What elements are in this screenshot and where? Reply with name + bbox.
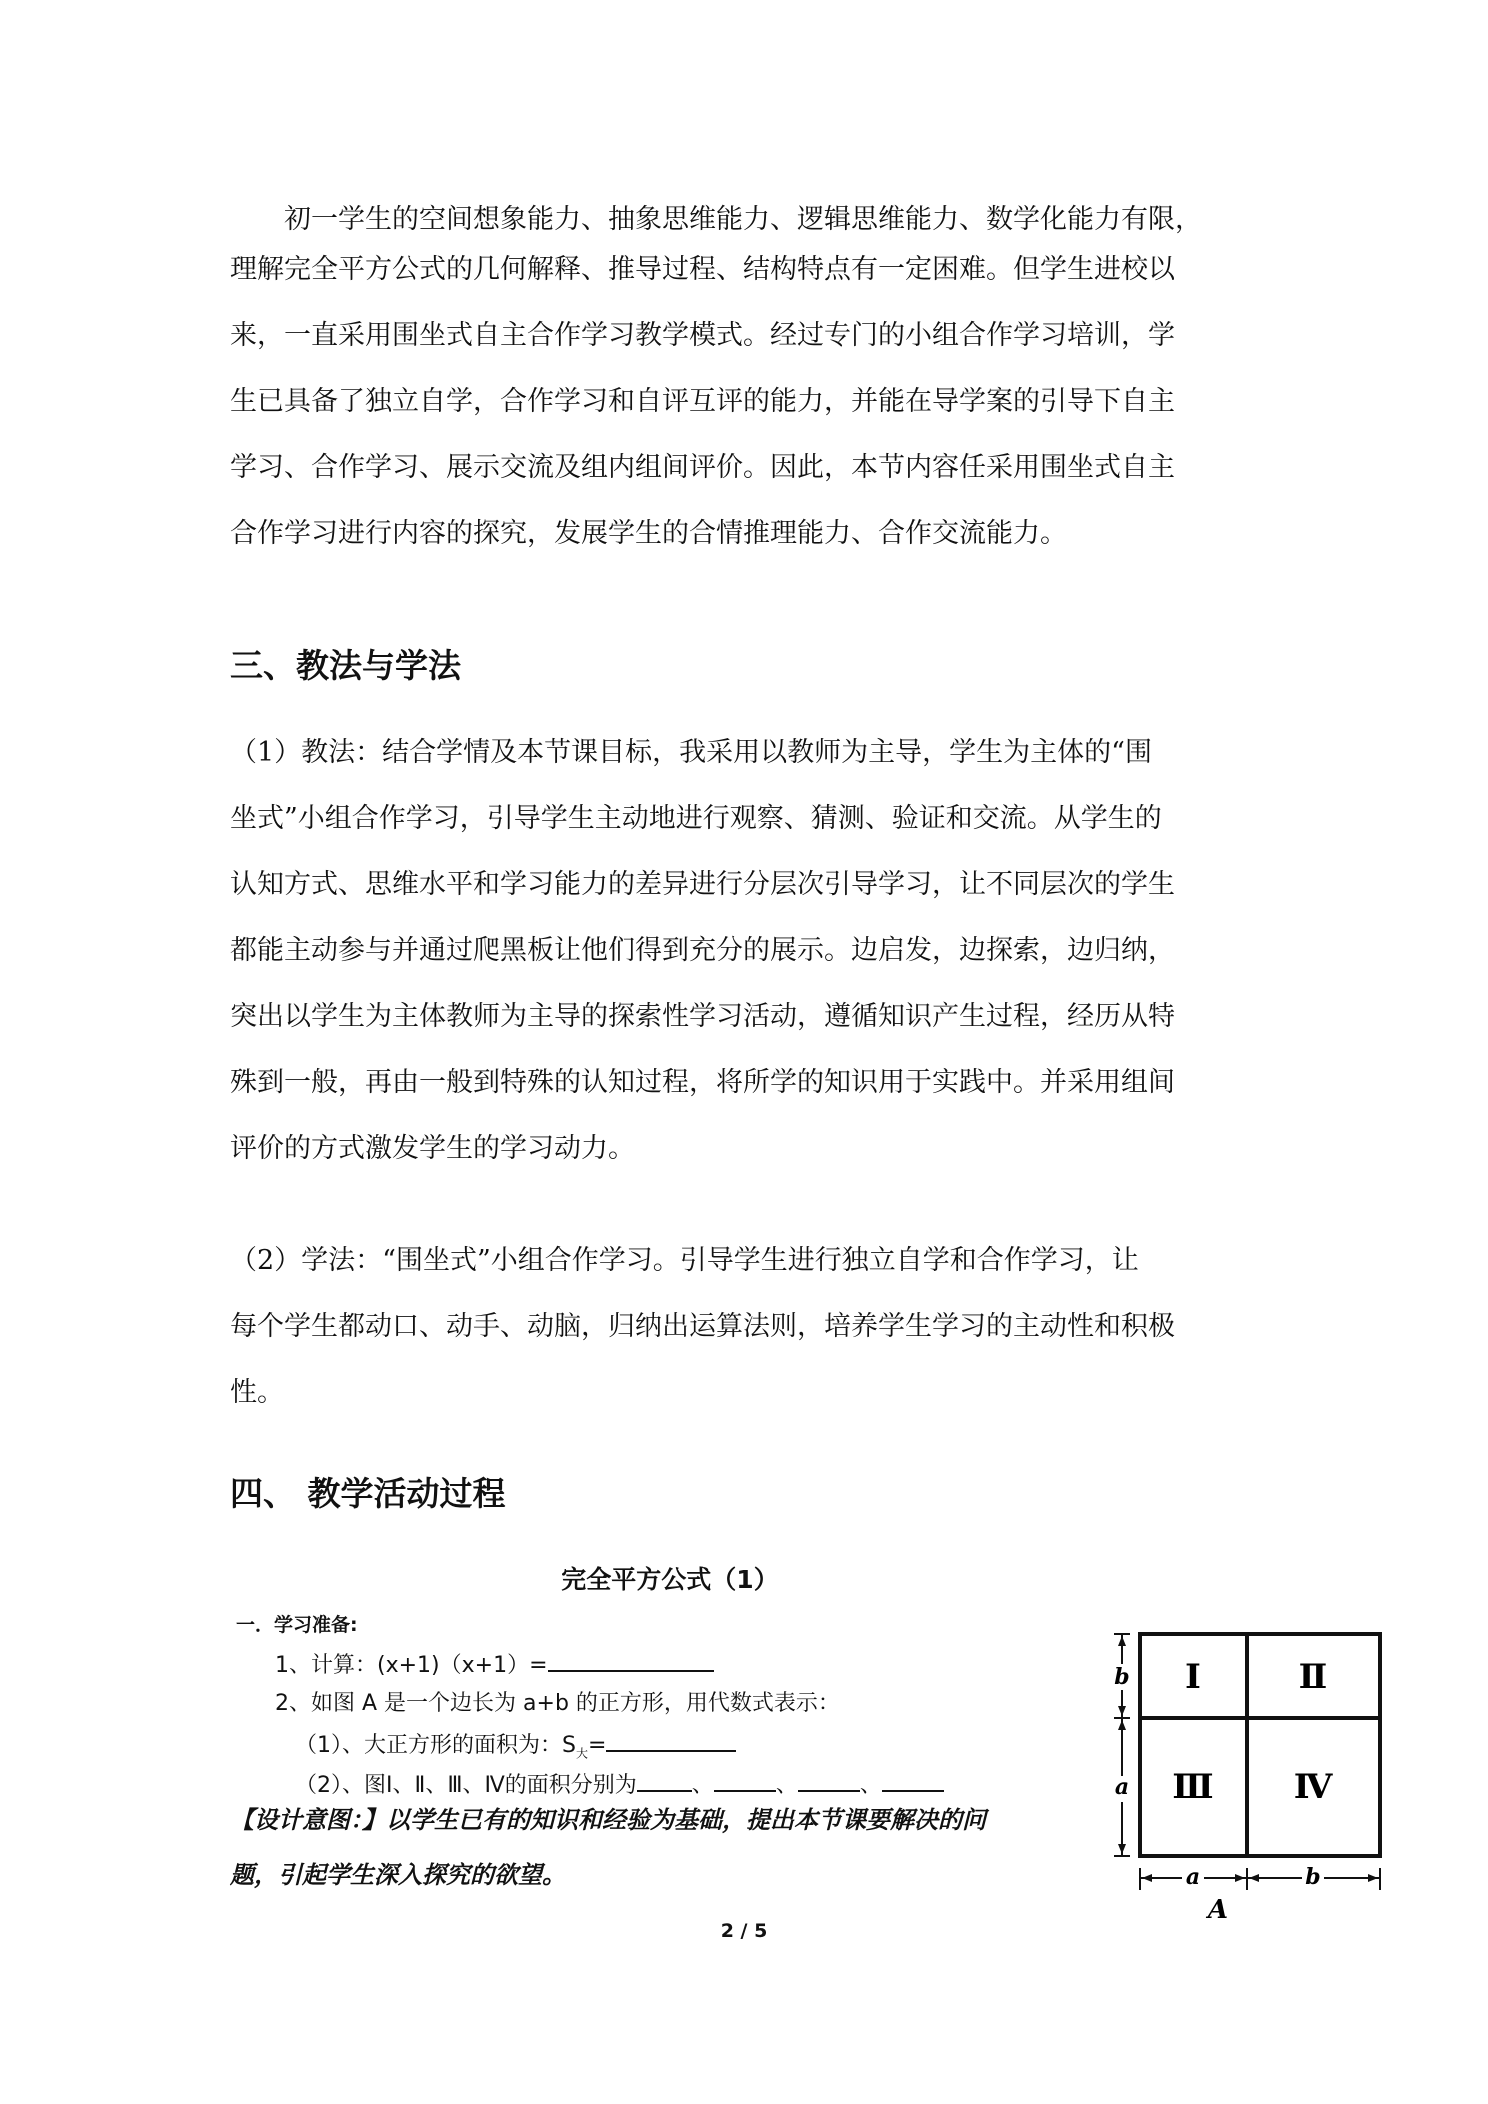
arrow-head [1142,1874,1152,1882]
subscript-label: 大 [575,1746,588,1761]
learning-line: 性。 [230,1377,284,1408]
question-2-2-text: （2）、图Ⅰ、Ⅱ、Ⅲ、Ⅳ的面积分别为 [295,1773,637,1798]
question-2-1 [295,1726,736,1761]
question-1-text: 1、计算：(x+1)（x+1）= [275,1653,548,1678]
teaching-line: 都能主动参与并通过爬黑板让他们得到充分的展示。边启发，边探索，边归纳， [230,935,1175,966]
teaching-line: 突出以学生为主体教师为主导的探索性学习活动，遵循知识产生过程，经历从特 [230,1001,1175,1032]
question-2: 2、如图 A 是一个边长为 a+b 的正方形，用代数式表示： [275,1691,840,1716]
square-diagram-figure [1110,1628,1390,1928]
arrow-head [1118,1706,1126,1716]
learning-line: 每个学生都动口、动手、动脑，归纳出运算法则，培养学生学习的主动性和积极 [230,1311,1175,1342]
worksheet-title: 完全平方公式（1） [561,1565,779,1594]
bottom-label-a: a [1185,1864,1201,1890]
separator: 、 [859,1773,882,1798]
intro-line: 合作学习进行内容的探究，发展学生的合情推理能力、合作交流能力。 [230,518,1067,549]
intro-line: 理解完全平方公式的几何解释、推导过程、结构特点有一定困难。但学生进校以 [230,254,1175,285]
section3-heading: 三、教法与学法 [230,646,461,685]
design-intent-line: 【设计意图：】以学生已有的知识和经验为基础，提出本节课要解决的问 [230,1806,986,1834]
arrow-head [1368,1874,1378,1882]
figure-caption: A [1207,1895,1229,1925]
question-1 [275,1646,714,1679]
teaching-method-paragraph [230,728,1275,1174]
question-2-2 [295,1766,944,1799]
answer-blank[interactable] [637,1766,692,1792]
answer-blank[interactable] [882,1766,944,1792]
region-label-2: Ⅱ [1298,1657,1328,1697]
answer-blank[interactable] [798,1766,860,1792]
intro-paragraph [230,195,1275,559]
question-2-1-text: （1）、大正方形的面积为：S [295,1733,576,1758]
design-intent-line: 题，引起学生深入探究的欲望。 [230,1861,566,1889]
section4-heading: 四、 教学活动过程 [230,1474,506,1513]
answer-blank[interactable] [548,1646,714,1672]
learning-method-paragraph [230,1236,1275,1418]
intro-line: 学习、合作学习、展示交流及组内组间评价。因此，本节内容任采用围坐式自主 [230,452,1175,483]
arrow-head [1249,1874,1259,1882]
arrow-head [1118,1636,1126,1646]
intro-line: 初一学生的空间想象能力、抽象思维能力、逻辑思维能力、数学化能力有限， [284,204,1202,235]
arrow-head [1118,1844,1126,1854]
side-label-b: b [1114,1664,1130,1690]
separator: 、 [691,1773,714,1798]
equals-sign: = [587,1733,607,1758]
teaching-line: （1）教法：结合学情及本节课目标，我采用以教师为主导，学生为主体的“围 [230,737,1152,768]
teaching-line: 认知方式、思维水平和学习能力的差异进行分层次引导学习，让不同层次的学生 [230,869,1175,900]
answer-blank[interactable] [714,1766,776,1792]
region-label-3: Ⅲ [1172,1767,1214,1807]
arrow-head [1235,1874,1245,1882]
page-number: 2 / 5 [720,1920,768,1942]
teaching-line: 殊到一般，再由一般到特殊的认知过程，将所学的知识用于实践中。并采用组间 [230,1067,1175,1098]
separator: 、 [775,1773,798,1798]
intro-line: 生已具备了独立自学，合作学习和自评互评的能力，并能在导学案的引导下自主 [230,386,1175,417]
region-label-1: Ⅰ [1185,1657,1201,1697]
arrow-head [1118,1720,1126,1730]
answer-blank[interactable] [606,1726,736,1752]
bottom-label-b: b [1305,1864,1321,1890]
intro-line: 来，一直采用围坐式自主合作学习教学模式。经过专门的小组合作学习培训，学 [230,320,1175,351]
outer-square [1140,1634,1380,1856]
side-label-a: a [1114,1774,1130,1800]
prep-label: 一．学习准备: [236,1614,358,1636]
region-label-4: Ⅳ [1293,1767,1333,1807]
learning-line: （2）学法：“围坐式”小组合作学习。引导学生进行独立自学和合作学习，让 [230,1245,1139,1276]
teaching-line: 坐式”小组合作学习，引导学生主动地进行观察、猜测、验证和交流。从学生的 [230,803,1162,834]
teaching-line: 评价的方式激发学生的学习动力。 [230,1133,635,1164]
